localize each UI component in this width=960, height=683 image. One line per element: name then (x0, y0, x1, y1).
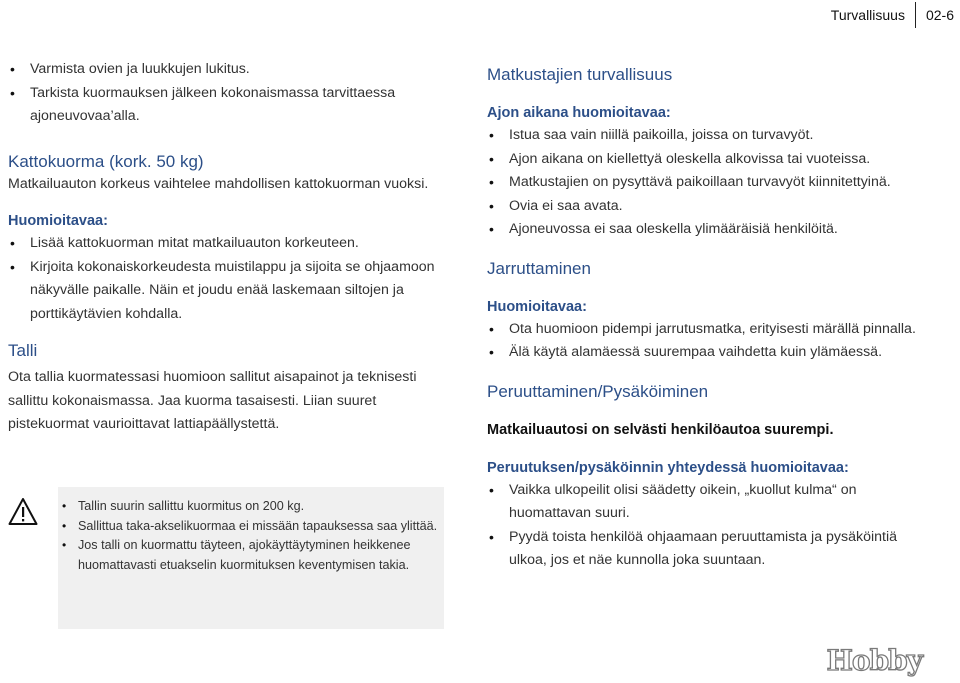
passenger-note-label: Ajon aikana huomioitavaa: (487, 105, 671, 121)
roof-note-label: Huomioitavaa: (8, 213, 108, 229)
reversing-lead: Matkailuautosi on selvästi henkilöautoa suurempi. (487, 421, 834, 438)
garage-heading: Talli (8, 341, 38, 360)
reversing-list (487, 479, 927, 573)
list-item: • Kirjoita kokonaiskorkeudesta muistilappu ja sijoita se ohjaamoon näkyvälle paikalle. Näin et joudu enää laskemaan siltojen ja porttikäytävien kohdalla. (8, 256, 438, 327)
right-column (487, 58, 927, 573)
section-title: Turvallisuus (830, 7, 905, 23)
braking-heading: Jarruttaminen (487, 258, 591, 278)
hobby-logo: Hobby (826, 644, 922, 677)
list-item: • Ajon aikana on kiellettyä oleskella alkovissa tai vuoteissa. (487, 148, 927, 172)
list-item: • Istua saa vain niillä paikoilla, joissa on turvavyöt. (487, 124, 927, 148)
list-item: • Tarkista kuormauksen jälkeen kokonaismassa tarvittaessa ajoneuvovaa’alla. (8, 82, 438, 129)
list-item: • Ota huomioon pidempi jarrutusmatka, erityisesti märällä pinnalla. (487, 318, 927, 342)
list-item: • Sallittua taka-akselikuormaa ei missään tapauksessa saa ylittää. (58, 517, 444, 537)
intro-list (8, 58, 438, 129)
page-header (831, 0, 960, 30)
garage-text: Ota tallia kuormatessasi huomioon sallitut aisapainot ja teknisesti sallittu kokonaismassa. Jaa kuorma tasaisesti. Liian suuret pistekuormat vaurioittavat lattiapäällystettä. (8, 369, 417, 432)
list-item: • Ajoneuvossa ei saa oleskella ylimääräisiä henkilöitä. (487, 218, 927, 242)
reversing-note-label: Peruutuksen/pysäköinnin yhteydessä huomioitavaa: (487, 459, 849, 476)
warning-box (8, 487, 438, 629)
passenger-list (487, 124, 927, 242)
warning-list (58, 497, 444, 575)
list-item: • Lisää kattokuorman mitat matkailuauton korkeuteen. (8, 232, 438, 256)
passenger-safety-heading: Matkustajien turvallisuus (487, 65, 673, 84)
list-item: • Älä käytä alamäessä suurempaa vaihdetta kuin ylämäessä. (487, 341, 927, 365)
page-number: 02-6 (925, 7, 954, 23)
warning-triangle-icon (8, 497, 38, 527)
list-item: • Jos talli on kuormattu täyteen, ajokäyttäytyminen heikkenee huomattavasti etuakselin kuormituksen keventymisen takia. (58, 536, 444, 575)
list-item: • Ovia ei saa avata. (487, 195, 927, 219)
list-item: • Matkustajien on pysyttävä paikoillaan turvavyöt kiinnitettyinä. (487, 171, 927, 195)
reversing-heading: Peruuttaminen/Pysäköiminen (487, 381, 709, 401)
braking-list (487, 318, 927, 365)
braking-note-label: Huomioitavaa: (487, 298, 587, 315)
roof-load-text: Matkailuauton korkeus vaihtelee mahdollisen kattokuorman vuoksi. (8, 175, 429, 192)
list-item: • Pyydä toista henkilöä ohjaamaan peruuttamista ja pysäköintiä ulkoa, jos et näe kunnolla joka suuntaan. (487, 526, 927, 573)
warning-panel (58, 487, 444, 629)
roof-note-list (8, 232, 438, 326)
left-column (8, 58, 438, 437)
list-item: • Varmista ovien ja luukkujen lukitus. (8, 58, 438, 82)
roof-load-heading: Kattokuorma (kork. 50 kg) (8, 151, 204, 171)
list-item: • Tallin suurin sallittu kuormitus on 200 kg. (58, 497, 444, 517)
list-item: • Vaikka ulkopeilit olisi säädetty oikein, „kuollut kulma“ on huomattavan suuri. (487, 479, 927, 526)
